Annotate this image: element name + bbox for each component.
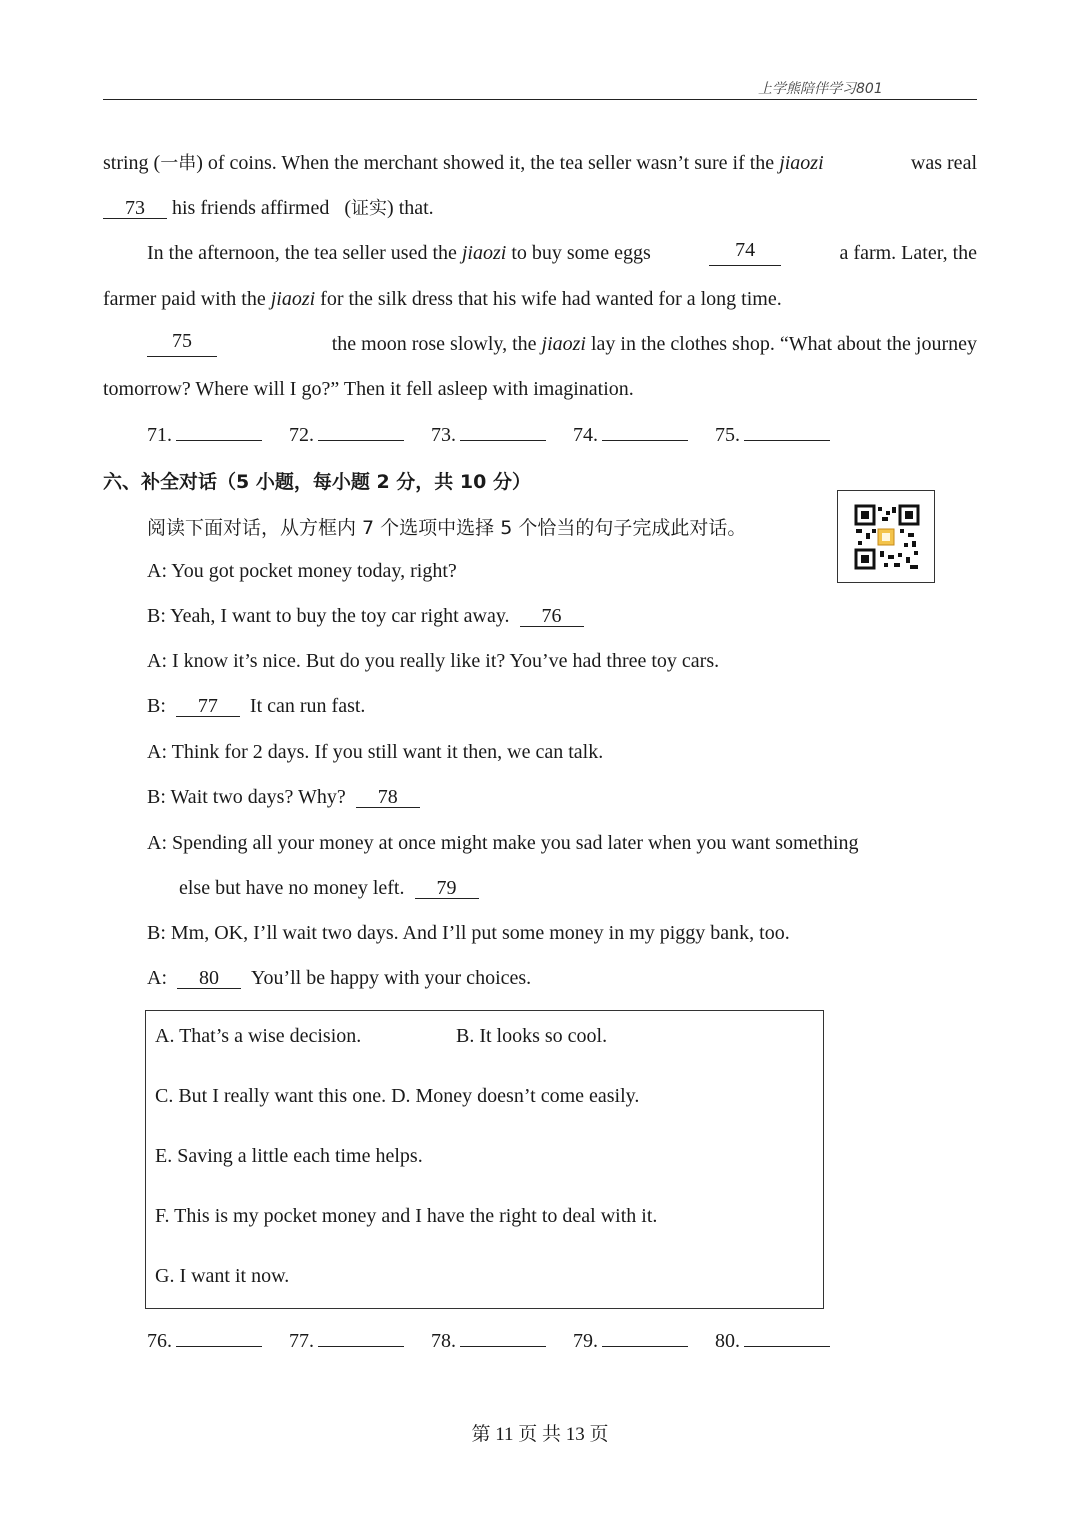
section-title: 六、补全对话（5 小题，每小题 2 分，共 10 分）	[103, 471, 531, 493]
dialogue-line-7: A: Spending all your money at once might make you sad later when you want something	[147, 832, 859, 854]
options-box	[145, 1010, 824, 1309]
option-a: A. That’s a wise decision.	[155, 1025, 362, 1047]
option-b: B. It looks so cool.	[456, 1025, 608, 1047]
blank-78[interactable]: 78	[356, 787, 420, 808]
dialogue-line-6: B: Wait two days? Why? 78	[147, 784, 1021, 810]
blank-79[interactable]: 79	[415, 878, 479, 899]
blank-77[interactable]: 77	[176, 696, 240, 717]
passage-line-1: string (一串) of coins. When the merchant showed it, the tea seller wasn’t sure if the jiaozi was real	[103, 152, 977, 174]
page-header: 上学熊陪伴学习801	[758, 81, 883, 97]
option-g: G. I want it now.	[155, 1265, 290, 1287]
blank-74[interactable]: 74	[709, 240, 781, 266]
passage-line-5: 75 the moon rose slowly, the jiaozi lay in the clothes shop. “What about the journey	[147, 331, 977, 357]
answer-74[interactable]: 74.	[573, 422, 715, 447]
answer-row-76-80	[147, 1328, 857, 1353]
passage-line-4: farmer paid with the jiaozi for the silk dress that his wife had wanted for a long time.	[103, 288, 782, 310]
section-instruction: 阅读下面对话，从方框内 7 个选项中选择 5 个恰当的句子完成此对话。	[147, 517, 747, 539]
answer-76[interactable]: 76.	[147, 1328, 289, 1353]
answer-73[interactable]: 73.	[431, 422, 573, 447]
dialogue-line-8: else but have no money left. 79	[179, 875, 1053, 901]
answer-71[interactable]: 71.	[147, 422, 289, 447]
answer-77[interactable]: 77.	[289, 1328, 431, 1353]
dialogue-line-3: A: I know it’s nice. But do you really like it? You’ve had three toy cars.	[147, 650, 720, 672]
dialogue-line-1: A: You got pocket money today, right?	[147, 560, 457, 582]
blank-76[interactable]: 76	[520, 606, 584, 627]
dialogue-line-10: A: 80 You’ll be happy with your choices.	[147, 967, 532, 989]
option-c-d: C. But I really want this one. D. Money doesn’t come easily.	[155, 1085, 640, 1107]
blank-73[interactable]: 73	[103, 198, 167, 219]
passage-line-2: 73 his friends affirmed (证实) that.	[103, 195, 977, 222]
answer-75[interactable]: 75.	[715, 422, 857, 447]
dialogue-line-4: B: 77 It can run fast.	[147, 695, 366, 717]
header-divider	[103, 99, 977, 100]
page-footer: 第 11 页 共 13 页	[471, 1424, 609, 1445]
answer-row-71-75	[147, 422, 857, 447]
answer-80[interactable]: 80.	[715, 1328, 857, 1353]
answer-79[interactable]: 79.	[573, 1328, 715, 1353]
answer-72[interactable]: 72.	[289, 422, 431, 447]
option-f: F. This is my pocket money and I have the right to deal with it.	[155, 1205, 658, 1227]
option-e: E. Saving a little each time helps.	[155, 1145, 423, 1167]
blank-80[interactable]: 80	[177, 968, 241, 989]
answer-78[interactable]: 78.	[431, 1328, 573, 1353]
dialogue-line-5: A: Think for 2 days. If you still want it then, we can talk.	[147, 741, 604, 763]
dialogue-line-2: B: Yeah, I want to buy the toy car right away. 76	[147, 603, 1021, 629]
passage-line-6: tomorrow? Where will I go?” Then it fell asleep with imagination.	[103, 378, 634, 400]
blank-75[interactable]: 75	[147, 331, 217, 357]
passage-line-3: In the afternoon, the tea seller used the jiaozi to buy some eggs 74 a farm. Later, the	[147, 239, 977, 264]
dialogue-line-9: B: Mm, OK, I’ll wait two days. And I’ll put some money in my piggy bank, too.	[147, 922, 790, 944]
